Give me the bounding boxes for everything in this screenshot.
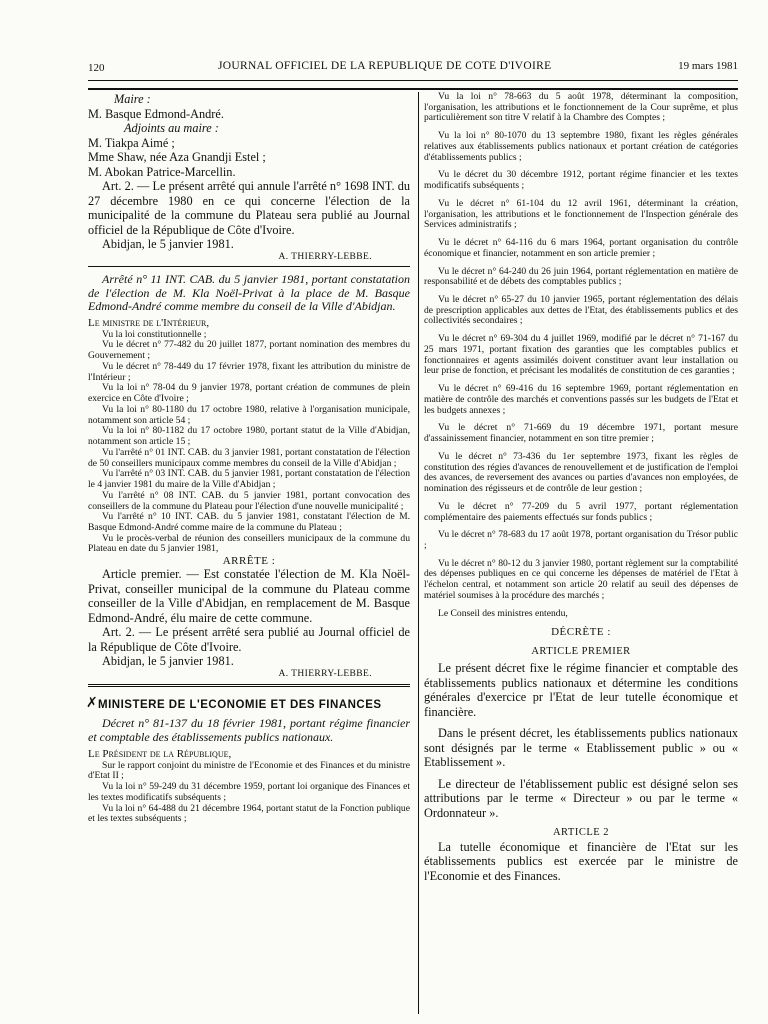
vu-line: Vu le décret n° 80-12 du 3 janvier 1980, portant règlement sur la comptabilité des dépenses publiques en ce qui concerne les dépenses de matériel de l'Etat à l'échelon central, et notamment son article 20 relatif au seuil des dépenses de matériel soumises à la procédure des marchés ;	[424, 557, 738, 601]
signature-date-1: Abidjan, le 5 janvier 1981.	[102, 237, 234, 251]
minister-heading: Le ministre de l'Intérieur,	[88, 317, 210, 330]
decret-paragraph: La tutelle économique et financière de l'Etat sur les établissements publics est exercée par le ministre de l'Economie et des Finances.	[424, 839, 738, 883]
signature-1: A. THIERRY-LEBBE.	[278, 251, 372, 262]
article-premier: Article premier. — Est constatée l'élection de M. Kla Noël-Privat, conseiller municipal de la commune du Plateau comme conseiller de la Ville d'Abidjan, en remplacement de M. Basque Edmond-André, élu maire de cette commune.	[88, 567, 410, 625]
vu-line: Vu la loi n° 78-663 du 5 août 1978, déterminant la composition, l'organisation, les attributions et le fonctionnement de la Cour suprême, et plus particulièrement son titre V relatif à la Chambre des Comptes ;	[424, 91, 738, 124]
vu-line: Vu la loi n° 80-1070 du 13 septembre 1980, fixant les règles générales relatives aux établissements publics nationaux et portant création de catégories d'établissements publics ;	[424, 130, 738, 163]
header-rule	[88, 80, 738, 81]
article-2-heading: ARTICLE 2	[552, 827, 610, 839]
vu-line: Vu la loi n° 78-04 du 9 janvier 1978, portant création de communes de plein exercice en Côte d'Ivoire ;	[88, 382, 410, 405]
decrete-heading: DÉCRÈTE :	[551, 626, 611, 639]
vu-line: Vu la loi n° 80-1180 du 17 octobre 1980, relative à l'organisation municipale, notamment son article 54 ;	[88, 403, 410, 426]
ministry-section-heading: ✗ MINISTERE DE L'ECONOMIE ET DES FINANCES	[86, 693, 382, 711]
decret-title: Décret n° 81-137 du 18 février 1981, portant régime financier et comptable des établissements publics nationaux.	[88, 716, 410, 744]
vu-line: Vu l'arrêté n° 08 INT. CAB. du 5 janvier 1981, portant convocation des conseillers de la commune du Plateau pour l'élection d'une nouvelle municipalité ;	[88, 489, 410, 512]
vu-line: Vu le décret n° 69-416 du 16 septembre 1969, portant réglementation en matière de contrôle des marchés et conventions passés sur les budgets de l'Etat et les budgets annexes ;	[424, 383, 738, 416]
decret-paragraph: Le directeur de l'établissement public est désigné selon ses attributions par le terme « Directeur » ou par le terme « Ordonnateur ».	[424, 776, 738, 820]
vu-line: Vu le décret n° 77-482 du 20 juillet 1877, portant nomination des membres du Gouvernement ;	[88, 339, 410, 362]
left-column	[88, 92, 410, 825]
signature-2: A. THIERRY-LEBBE.	[278, 668, 372, 679]
vu-line: Vu la loi n° 59-249 du 31 décembre 1959, portant loi organique des Finances et les textes modificatifs subséquents ;	[88, 781, 410, 803]
vu-line: Vu l'arrêté n° 01 INT. CAB. du 3 janvier 1981, portant constatation de l'élection de 50 conseillers municipaux comme membres du conseil de la Ville d'Abidjan ;	[88, 446, 410, 469]
signature-date-2: Abidjan, le 5 janvier 1981.	[102, 654, 234, 669]
vu-line: Vu le procès-verbal de réunion des conseillers municipaux de la commune du Plateau en date du 5 janvier 1981,	[88, 532, 410, 555]
vu-line: Vu la loi n° 64-488 du 21 décembre 1964, portant statut de la Fonction publique et les textes subséquents ;	[88, 802, 410, 825]
maire-name: M. Basque Edmond-André.	[88, 106, 224, 121]
page-header	[88, 58, 738, 76]
article-2: Art. 2. — Le présent arrêté sera publié au Journal officiel de la République de Côte d'Ivoire.	[88, 625, 410, 654]
journal-title: JOURNAL OFFICIEL DE LA REPUBLIQUE DE COTE D'IVOIRE	[218, 60, 552, 72]
decret-paragraph: Dans le présent décret, les établissements publics nationaux sont désignés par le terme « Etablissement public » ou « Etablissement ».	[424, 726, 738, 770]
vu-line: Vu le décret n° 78-683 du 17 août 1978, portant organisation du Trésor public ;	[424, 529, 738, 551]
vu-line: Vu la loi constitutionnelle ;	[102, 328, 207, 340]
vu-line: Vu le décret n° 71-669 du 19 décembre 1971, portant mesure d'assainissement financier, notamment en son titre premier ;	[424, 422, 738, 445]
vu-line: Vu l'arrêté n° 10 INT. CAB. du 5 janvier 1981, constatant l'élection de M. Basque Edmond-André comme maire de la commune du Plateau ;	[88, 511, 410, 533]
vu-line: Vu l'arrêté n° 03 INT. CAB. du 5 janvier 1981, portant constatation de l'élection le 4 janvier 1981 du maire de la Ville d'Abidjan ;	[88, 468, 410, 491]
header-rule-thick	[88, 88, 738, 90]
vu-line: Vu le décret n° 78-449 du 17 février 1978, fixant les attribution du ministre de l'Intérieur ;	[88, 360, 410, 383]
page-number: 120	[88, 62, 105, 74]
vu-line: Vu le décret n° 64-116 du 6 mars 1964, portant organisation du contrôle économique et financier, notamment en son article premier ;	[424, 237, 738, 259]
issue-date: 19 mars 1981	[678, 60, 738, 72]
adjoint-1: M. Tiakpa Aimé ;	[88, 135, 175, 150]
section-separator	[88, 684, 410, 687]
vu-line: Sur le rapport conjoint du ministre de l'Economie et des Finances et du ministre d'Etat II ;	[88, 759, 410, 782]
adjoint-2: Mme Shaw, née Aza Gnandji Estel ;	[88, 150, 266, 164]
vu-line: Vu le décret n° 61-104 du 12 avril 1961, déterminant la création, l'organisation, les attributions et le fonctionnement de l'Inspection générale des Services administratifs ;	[424, 197, 738, 231]
maire-heading: Maire :	[114, 92, 151, 106]
article-premier-heading: ARTICLE PREMIER	[531, 645, 631, 657]
vu-line: Vu le décret n° 64-240 du 26 juin 1964, portant réglementation en matière de responsabilité et de débets des comptables publics ;	[424, 265, 738, 288]
conseil-line: Le Conseil des ministres entendu,	[438, 607, 568, 619]
vu-line: Vu le décret n° 77-209 du 5 avril 1977, portant réglementation complémentaire des paiements effectués sur fonds publics ;	[424, 500, 738, 523]
vu-line: Vu le décret n° 65-27 du 10 janvier 1965, portant réglementation des délais de prescription applicables aux dettes de l'Etat, des établissements publics et des collectivités secondaires ;	[424, 294, 738, 327]
vu-line: Vu le décret du 30 décembre 1912, portant régime financier et les textes modificatifs subséquents ;	[424, 169, 738, 192]
right-column	[424, 92, 738, 883]
decret-paragraph: Le présent décret fixe le régime financier et comptable des établissements publics nationaux et détermine les conditions générales d'exercice pr l'Etat de leur tutelle économique et financière.	[424, 661, 738, 719]
column-divider	[418, 92, 419, 1014]
vu-line: Vu le décret n° 73-436 du 1er septembre 1973, fixant les règles de constitution des régies d'avances de renouvellement et de justification de l'emploi des avances, de reversement des avances ou parties d'avances non employées, de nomination des régisseurs et de contrôle de leur gestion ;	[424, 450, 738, 495]
vu-line: Vu le décret n° 69-304 du 4 juillet 1969, modifié par le décret n° 71-167 du 25 mars 1971, portant fixation des garanties que les comptables publics et fonctionnaires et agents assimilés doivent constituer avant leur installation ou leur prise de fonction, et précisant les modalités de constitution de ces garanties ;	[424, 333, 738, 377]
separator	[88, 266, 410, 267]
adjoint-3: M. Abokan Patrice-Marcellin.	[88, 164, 236, 179]
adjoints-heading: Adjoints au maire :	[124, 121, 219, 135]
arrete-heading: ARRÊTE :	[222, 555, 276, 568]
president-heading: Le Président de la République,	[88, 748, 232, 761]
vu-line: Vu la loi n° 80-1182 du 17 octobre 1980, portant statut de la Ville d'Abidjan, notamment son article 15 ;	[88, 425, 410, 448]
arrete-title: Arrêté n° 11 INT. CAB. du 5 janvier 1981, portant constatation de l'élection de M. Kla Noël-Privat à la place de M. Basque Edmond-André comme membre du conseil de la Ville d'Abidjan.	[88, 272, 410, 313]
handwritten-mark-icon: ✗	[86, 693, 99, 710]
article-2-annulation: Art. 2. — Le présent arrêté qui annule l'arrêté n° 1698 INT. du 27 décembre 1980 en ce qui concerne l'élection de la municipalité de la commune du Plateau sera publié au Journal officiel de la République de Côte d'Ivoire.	[88, 179, 410, 237]
